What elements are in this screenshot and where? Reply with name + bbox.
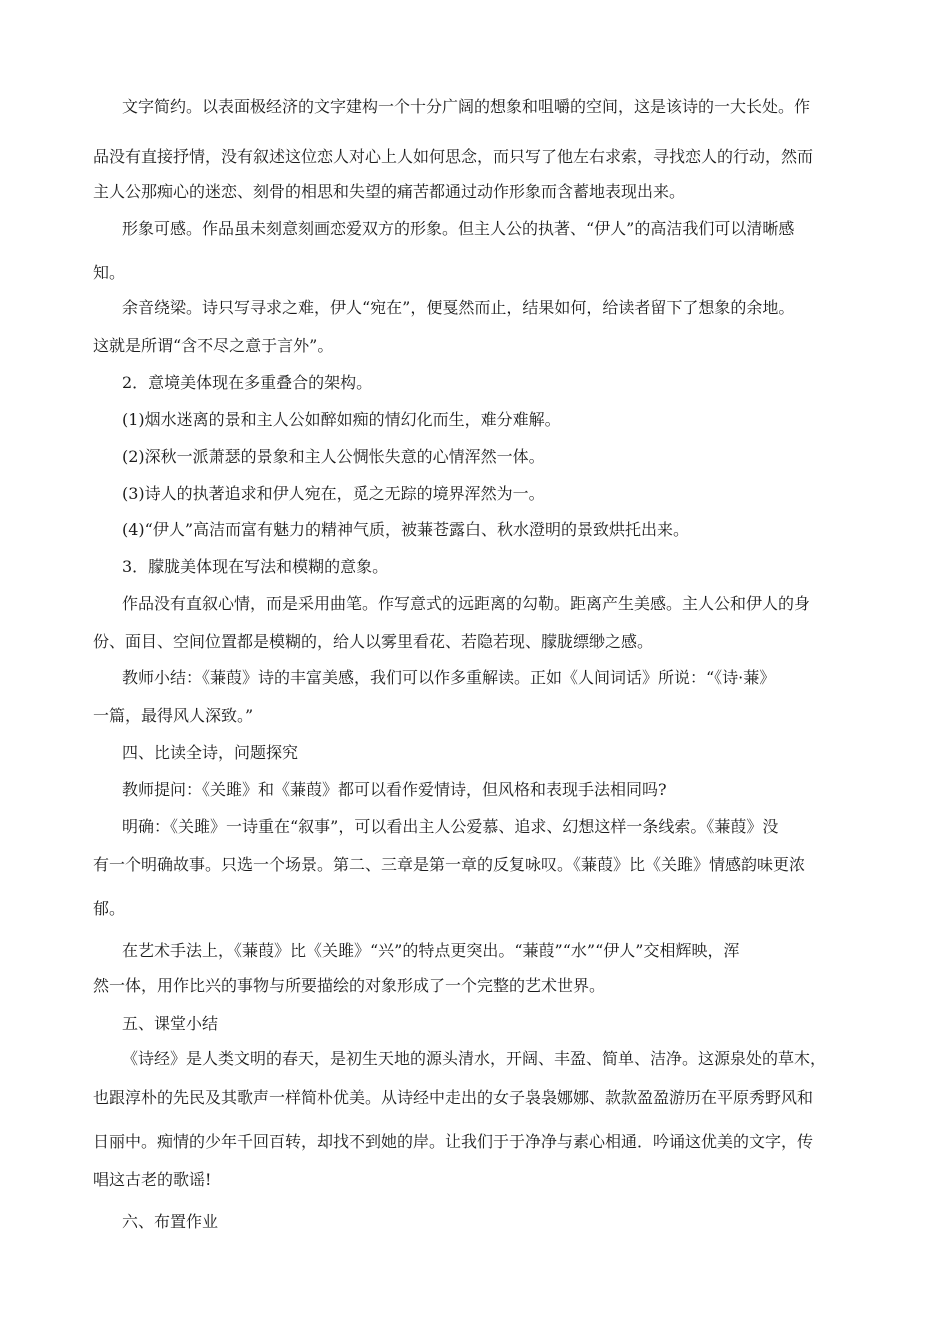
text-line: 在艺术手法上，《蒹葭》比《关雎》“兴”的特点更突出。“蒹葭”“水”“伊人”交相辉映，浑 — [122, 941, 740, 960]
text-line: 品没有直接抒情，没有叙述这位恋人对心上人如何思念，而只写了他左右求索，寻找恋人的行动，然而 — [93, 147, 814, 166]
text-line: 有一个明确故事。只选一个场景。第二、三章是第一章的反复咏叹。《蒹葭》比《关雎》情感韵味更浓 — [93, 855, 806, 874]
section-heading: 四、比读全诗，问题探究 — [122, 743, 299, 762]
list-item: (1)烟水迷离的景和主人公如醉如痴的情幻化而生，难分难解。 — [122, 410, 561, 429]
text-line: 《诗经》是人类文明的春天，是初生天地的源头清水，开阔、丰盈、简单、洁净。这源泉处的草木， — [122, 1049, 827, 1068]
text-line: 郁。 — [93, 899, 126, 918]
text-line: 唱这古老的歌谣! — [93, 1170, 212, 1189]
text-line: 知。 — [93, 263, 126, 282]
text-line: 也跟淳朴的先民及其歌声一样简朴优美。从诗经中走出的女子袅袅娜娜、款款盈盈游历在平原秀野风和 — [93, 1088, 814, 1107]
section-heading: 2．意境美体现在多重叠合的架构。 — [122, 373, 373, 392]
text-line: 教师提问：《关雎》和《蒹葭》都可以看作爱情诗，但风格和表现手法相同吗? — [122, 780, 667, 799]
text-line: 日丽中。痴情的少年千回百转，却找不到她的岸。让我们于于净净与素心相通．吟诵这优美的文字，传 — [93, 1132, 814, 1151]
text-line: 教师小结：《蒹葭》诗的丰富美感，我们可以作多重解读。正如《人间词话》所说：“《诗·蒹》 — [122, 668, 776, 687]
section-heading: 3．朦胧美体现在写法和模糊的意象。 — [122, 557, 389, 576]
text-line: 文字简约。以表面极经济的文字建构一个十分广阔的想象和咀嚼的空间，这是该诗的一大长处。作 — [122, 97, 811, 116]
text-line: 份、面目、空间位置都是模糊的，给人以雾里看花、若隐若现、朦胧缥缈之感。 — [93, 632, 654, 651]
list-item: (4)“伊人”高洁而富有魅力的精神气质，被蒹苍露白、秋水澄明的景致烘托出来。 — [122, 520, 690, 539]
text-line: 作品没有直叙心情，而是采用曲笔。作写意式的远距离的勾勒。距离产生美感。主人公和伊人的身 — [122, 594, 811, 613]
list-item: (2)深秋一派萧瑟的景象和主人公惆怅失意的心情浑然一体。 — [122, 447, 545, 466]
text-line: 这就是所谓“含不尽之意于言外”。 — [93, 336, 334, 355]
text-line: 形象可感。作品虽未刻意刻画恋爱双方的形象。但主人公的执著、“伊人”的高洁我们可以清晰感 — [122, 219, 795, 238]
text-line: 一篇，最得风人深致。” — [93, 706, 254, 725]
text-line: 余音绕梁。诗只写寻求之难，伊人“宛在”，便戛然而止，结果如何，给读者留下了想象的余地。 — [122, 298, 795, 317]
text-line: 明确：《关雎》一诗重在“叙事”，可以看出主人公爱慕、追求、幻想这样一条线索。《蒹葭》没 — [122, 817, 779, 836]
text-line: 主人公那痴心的迷恋、刻骨的相思和失望的痛苦都通过动作形象而含蓄地表现出来。 — [93, 182, 686, 201]
list-item: (3)诗人的执著追求和伊人宛在，觅之无踪的境界浑然为一。 — [122, 484, 545, 503]
text-line: 然一体，用作比兴的事物与所要描绘的对象形成了一个完整的艺术世界。 — [93, 976, 606, 995]
section-heading: 六、布置作业 — [122, 1212, 219, 1231]
section-heading: 五、课堂小结 — [122, 1014, 219, 1033]
